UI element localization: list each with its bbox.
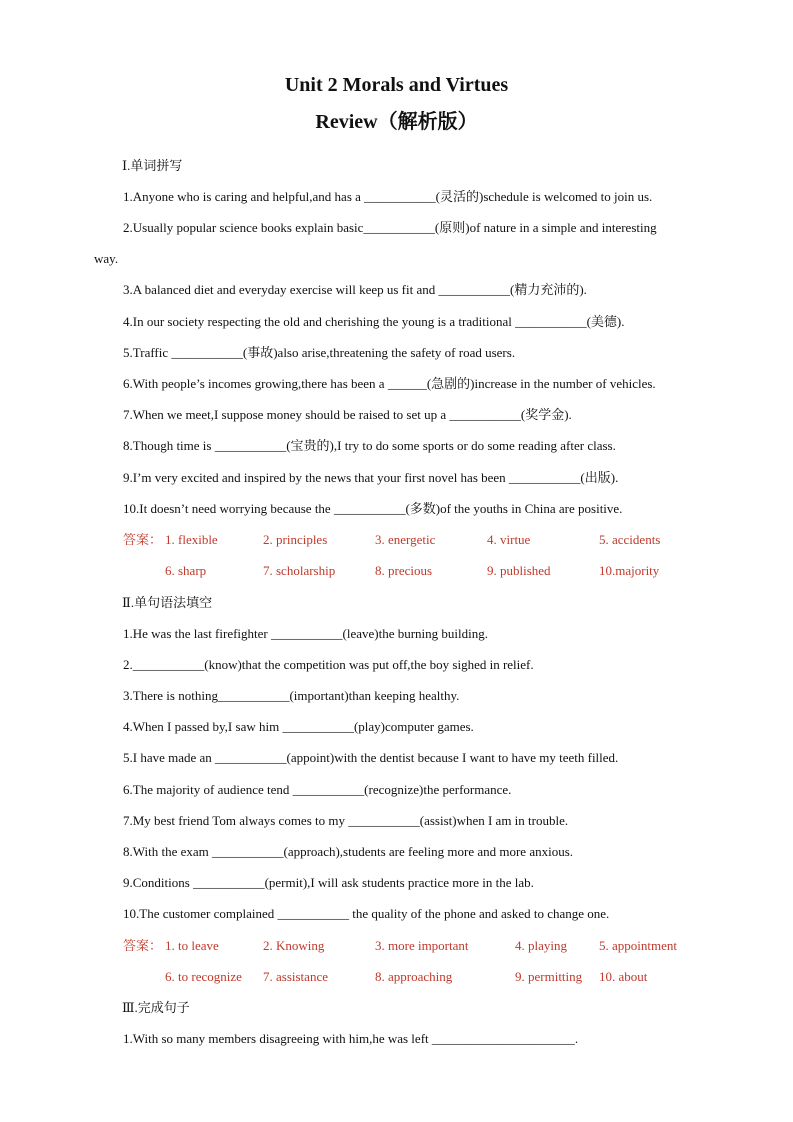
answer: 7. assistance <box>263 969 328 984</box>
question: 1.With so many members disagreeing with him,he was left ______________________. <box>123 1031 579 1046</box>
question: 3.A balanced diet and everyday exercise will keep us fit and ___________(精力充沛的). <box>123 282 587 297</box>
answer: 9. permitting <box>515 969 583 984</box>
answer: 3. more important <box>375 938 469 953</box>
answer: 10. about <box>599 969 648 984</box>
question: 5.I have made an ___________(appoint)with the dentist because I want to have my teeth filled. <box>123 750 619 765</box>
answer: 4. playing <box>515 938 567 953</box>
question: 5.Traffic ___________(事故)also arise,threatening the safety of road users. <box>123 345 516 360</box>
answer: 8. approaching <box>375 969 453 984</box>
question: 2.Usually popular science books explain basic___________(原则)of nature in a simple and interesting <box>123 220 657 235</box>
answer: 3. energetic <box>375 532 436 547</box>
question-continuation: way. <box>94 251 119 266</box>
answer: 2. Knowing <box>263 938 325 953</box>
question: 1.He was the last firefighter ___________(leave)the burning building. <box>123 626 488 641</box>
document-title: Unit 2 Morals and Virtues <box>284 74 509 96</box>
document-subtitle: Review（解析版） <box>315 111 478 133</box>
question: 6.The majority of audience tend ___________(recognize)the performance. <box>123 782 512 797</box>
answer: 6. sharp <box>165 563 207 578</box>
answer: 2. principles <box>263 532 328 547</box>
answer: 1. flexible <box>165 532 218 547</box>
answer: 9. published <box>487 563 551 578</box>
answer: 5. appointment <box>599 938 677 953</box>
answer: 5. accidents <box>599 532 661 547</box>
section1-heading: Ⅰ.单词拼写 <box>122 158 183 173</box>
question: 10.The customer complained ___________ the quality of the phone and asked to change one. <box>123 906 610 921</box>
answer-label: 答案： <box>123 938 163 953</box>
question: 1.Anyone who is caring and helpful,and has a ___________(灵活的)schedule is welcomed to join us. <box>123 189 653 204</box>
question: 6.With people’s incomes growing,there has been a ______(急剧的)increase in the number of vehicles. <box>123 376 656 391</box>
question: 7.When we meet,I suppose money should be raised to set up a ___________(奖学金). <box>123 407 572 422</box>
answer: 1. to leave <box>165 938 219 953</box>
question: 7.My best friend Tom always comes to my ___________(assist)when I am in trouble. <box>123 813 569 828</box>
question: 4.In our society respecting the old and cherishing the young is a traditional ___________(美德). <box>123 314 625 329</box>
question: 10.It doesn’t need worrying because the ___________(多数)of the youths in China are positive. <box>123 501 623 516</box>
section2-heading: Ⅱ.单句语法填空 <box>122 595 213 610</box>
answer: 6. to recognize <box>165 969 242 984</box>
question: 4.When I passed by,I saw him ___________(play)computer games. <box>123 719 474 734</box>
question: 8.With the exam ___________(approach),students are feeling more and more anxious. <box>123 844 574 859</box>
question: 2.___________(know)that the competition was put off,the boy sighed in relief. <box>123 657 534 672</box>
question: 9.Conditions ___________(permit),I will ask students practice more in the lab. <box>123 875 534 890</box>
question: 8.Though time is ___________(宝贵的),I try to do some sports or do some reading after class. <box>123 438 616 453</box>
answer: 4. virtue <box>487 532 531 547</box>
question: 3.There is nothing___________(important)than keeping healthy. <box>123 688 460 703</box>
answer: 8. precious <box>375 563 433 578</box>
answer: 10.majority <box>599 563 660 578</box>
section3-heading: Ⅲ.完成句子 <box>122 1000 190 1015</box>
question: 9.I’m very excited and inspired by the news that your first novel has been ___________(出版). <box>123 470 619 485</box>
answer: 7. scholarship <box>263 563 336 578</box>
answer-label: 答案： <box>123 532 163 547</box>
